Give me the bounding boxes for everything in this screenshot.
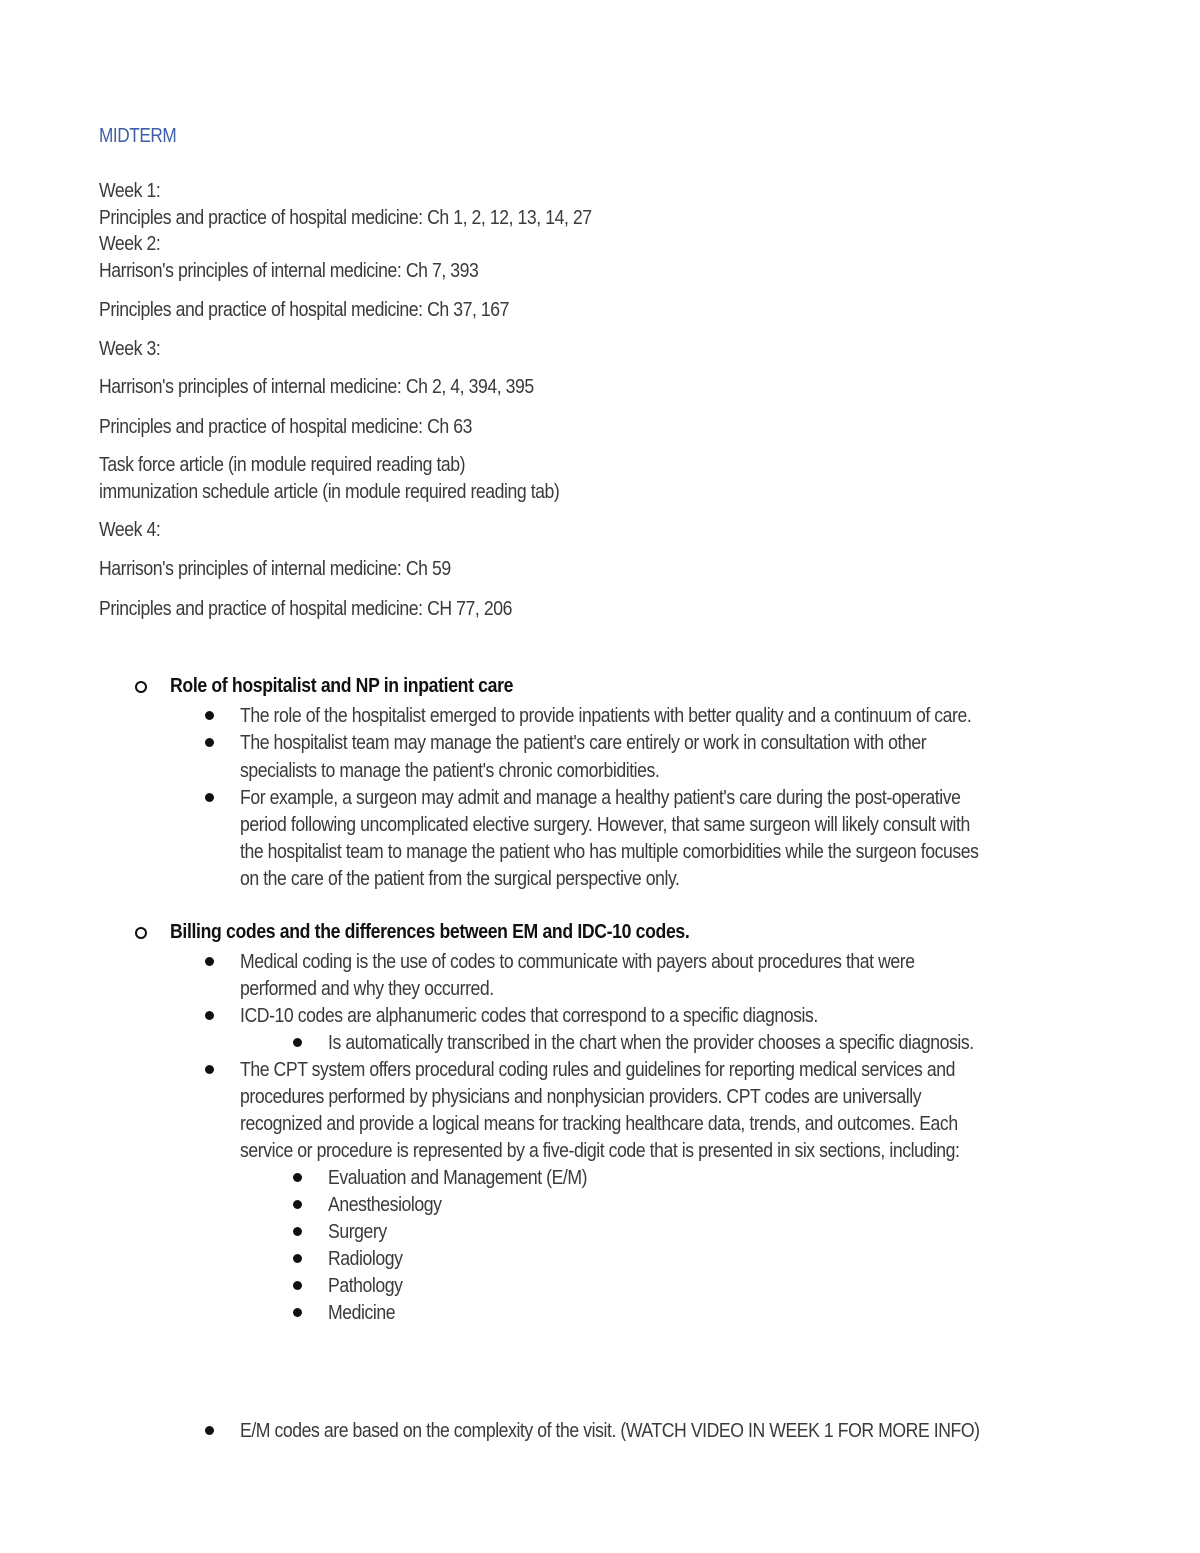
bullet-icon <box>205 1065 214 1074</box>
week-2-label: Week 2: <box>99 232 161 255</box>
reading-line: Principles and practice of hospital medicine: Ch 37, 167 <box>99 298 510 321</box>
bullet-icon <box>205 738 214 747</box>
bullet-icon <box>205 1426 214 1435</box>
list-item-text: The hospitalist team may manage the patient's care entirely or work in consultation with other <box>240 731 927 754</box>
reading-line: Harrison's principles of internal medicine: Ch 7, 393 <box>99 259 479 282</box>
list-item-continuation: the hospitalist team to manage the patient who has multiple comorbidities while the surgeon focuses <box>240 840 979 863</box>
sub-list-item-text: Pathology <box>328 1274 403 1297</box>
section-heading-text: Billing codes and the differences between EM and IDC-10 codes. <box>170 920 690 943</box>
sub-list-item-text: Anesthesiology <box>328 1193 442 1216</box>
list-item-text: The CPT system offers procedural coding rules and guidelines for reporting medical services and <box>240 1058 956 1081</box>
list-item-continuation: performed and why they occurred. <box>240 977 494 1000</box>
list-item-text: The role of the hospitalist emerged to provide inpatients with better quality and a continuum of care. <box>240 704 972 727</box>
hollow-bullet-icon <box>135 927 147 939</box>
reading-line: immunization schedule article (in module required reading tab) <box>99 480 560 503</box>
list-item-continuation: period following uncomplicated elective surgery. However, that same surgeon will likely consult with <box>240 813 970 836</box>
week-4-label: Week 4: <box>99 518 161 541</box>
list-item-continuation: on the care of the patient from the surgical perspective only. <box>240 867 680 890</box>
bullet-icon <box>293 1038 302 1047</box>
sub-list-item-text: Medicine <box>328 1301 396 1324</box>
bullet-icon <box>205 793 214 802</box>
section-heading-text: Role of hospitalist and NP in inpatient care <box>170 674 514 697</box>
document-title: MIDTERM <box>99 125 177 147</box>
week-1-label: Week 1: <box>99 179 161 202</box>
hollow-bullet-icon <box>135 681 147 693</box>
sub-list-item-text: Surgery <box>328 1220 387 1243</box>
reading-line: Harrison's principles of internal medicine: Ch 59 <box>99 557 451 580</box>
list-item-text: Medical coding is the use of codes to communicate with payers about procedures that were <box>240 950 915 973</box>
reading-line: Principles and practice of hospital medicine: Ch 1, 2, 12, 13, 14, 27 <box>99 206 592 229</box>
bullet-icon <box>293 1254 302 1263</box>
week-3-label: Week 3: <box>99 337 161 360</box>
list-item-text: E/M codes are based on the complexity of the visit. (WATCH VIDEO IN WEEK 1 FOR MORE INFO) <box>240 1419 980 1442</box>
bullet-icon <box>293 1173 302 1182</box>
bullet-icon <box>293 1200 302 1209</box>
reading-line: Task force article (in module required reading tab) <box>99 453 466 476</box>
list-item-continuation: service or procedure is represented by a five-digit code that is presented in six sections, including: <box>240 1139 960 1162</box>
reading-line: Principles and practice of hospital medicine: CH 77, 206 <box>99 597 512 620</box>
sub-list-item-text: Radiology <box>328 1247 403 1270</box>
bullet-icon <box>205 1011 214 1020</box>
bullet-icon <box>205 957 214 966</box>
bullet-icon <box>293 1308 302 1317</box>
bullet-icon <box>205 711 214 720</box>
list-item-text: For example, a surgeon may admit and manage a healthy patient's care during the post-operative <box>240 786 961 809</box>
list-item-continuation: specialists to manage the patient's chronic comorbidities. <box>240 759 660 782</box>
reading-line: Harrison's principles of internal medicine: Ch 2, 4, 394, 395 <box>99 375 534 398</box>
list-item-text: ICD-10 codes are alphanumeric codes that correspond to a specific diagnosis. <box>240 1004 818 1027</box>
bullet-icon <box>293 1281 302 1290</box>
sub-list-item-text: Is automatically transcribed in the chart when the provider chooses a specific diagnosis. <box>328 1031 974 1054</box>
reading-line: Principles and practice of hospital medicine: Ch 63 <box>99 415 472 438</box>
list-item-continuation: procedures performed by physicians and nonphysician providers. CPT codes are universally <box>240 1085 922 1108</box>
bullet-icon <box>293 1227 302 1236</box>
list-item-continuation: recognized and provide a logical means for tracking healthcare data, trends, and outcomes. Each <box>240 1112 958 1135</box>
sub-list-item-text: Evaluation and Management (E/M) <box>328 1166 588 1189</box>
